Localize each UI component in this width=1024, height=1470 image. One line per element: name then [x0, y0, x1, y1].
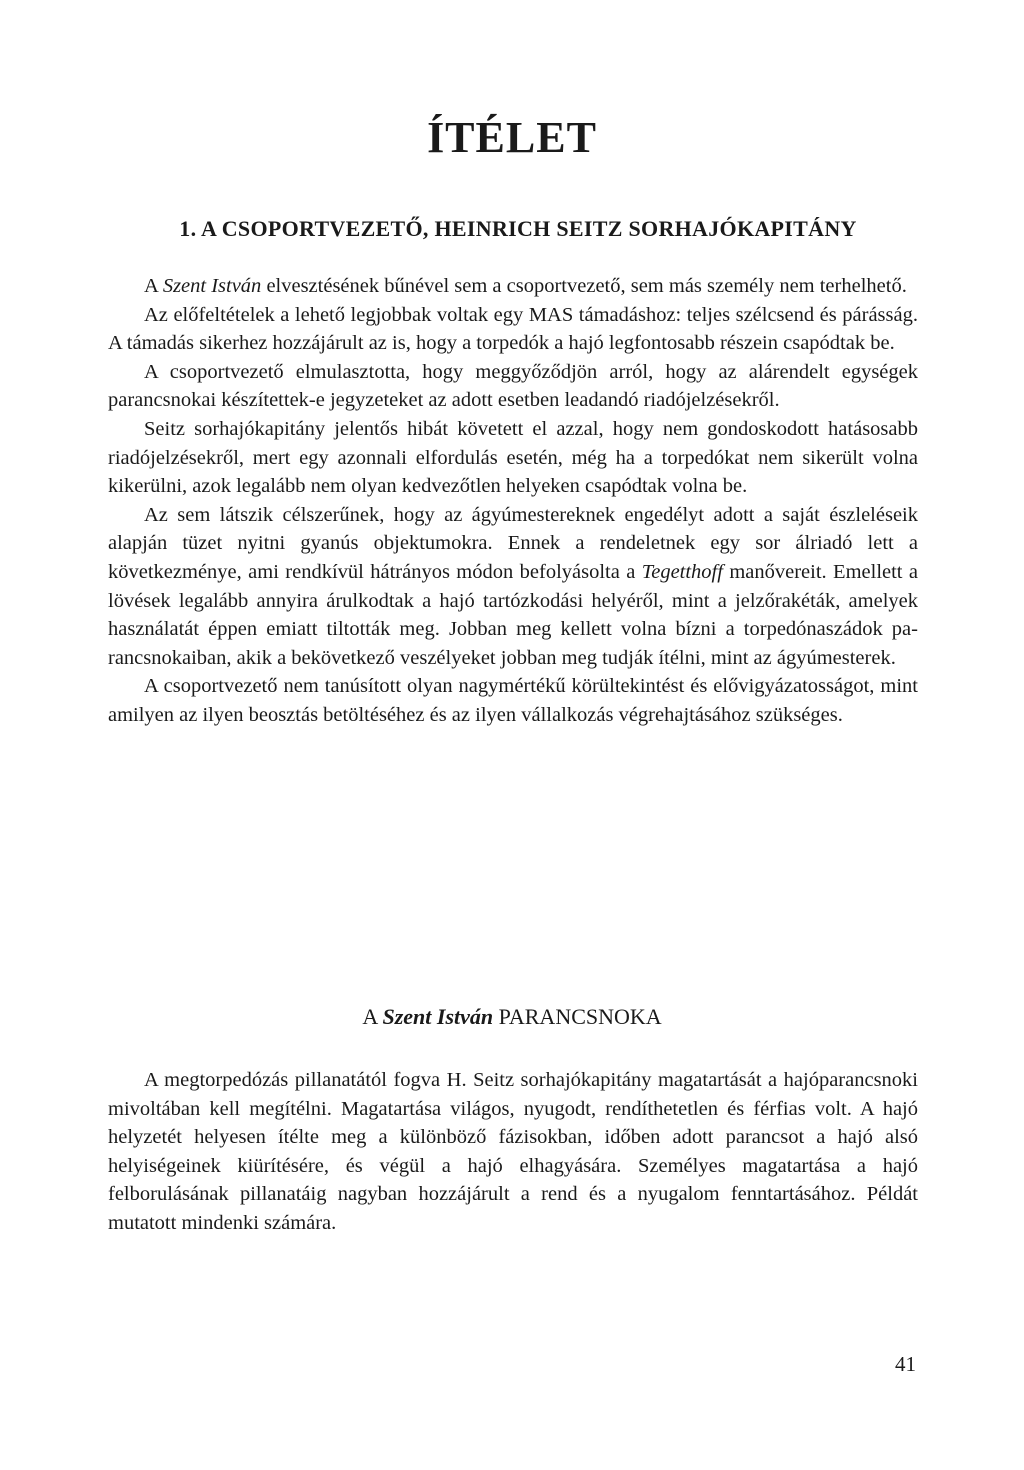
section2-body	[108, 1066, 918, 1238]
paragraph: A csoportvezető nem tanúsított olyan nagymértékű körültekintést és elővigyázatosságot, mint amilyen az ilyen beosztás betöltéséhez és az ilyen vállalkozás végrehajtásához szükséges.	[108, 675, 918, 726]
italic-text: Szent István	[162, 275, 262, 297]
paragraph: Az sem látszik célszerűnek, hogy az ágyúmestereknek engedélyt adott a saját észleléseik alapján tüzet nyitni gyanús objektumokra. Ennek a rendeletnek egy sor álriadó lett a következménye, ami rendkívül hátrányos módon befolyásolta a Tegetthoff manővereit. Emellett a lövések legalább annyira árulkodtak a hajó tartózkodási helyéről, mint a jelzőrakéták, amelyek használatát éppen emiatt tiltották meg. Jobban meg kellett volna bízni a torpedónaszádok parancsnokaiban, akik a bekövetkező veszélyeket jobban meg tudják ítélni, mint az ágyúmesterek.	[108, 503, 918, 669]
paragraph: Az előfeltételek a lehető legjobbak voltak egy MAS támadáshoz: teljes szélcsend és párásság. A támadás sikerhez hozzájárult az is, hogy a torpedók a hajó legfontosabb részein csapódtak be.	[108, 303, 918, 355]
section-heading-2: A Szent István PARANCSNOKA	[362, 1004, 662, 1029]
paragraph: A megtorpedózás pillanatától fogva H. Seitz sorhajókapitány magatartását a hajóparancsnoki mivoltában kell megítélni. Magatartása világos, nyugodt, rendíthetetlen és férfias volt. A hajó helyzetét helyesen ítélte meg a különböző fázisokban, időben adott parancsot a hajó alsó helyiségeinek kiürítésére, és végül a hajó elhagyására. Személyes magatartása a hajó felborulásának pillanatáig nagyban hozzájárult a rend és a nyugalom fenntartásához. Példát mutatott mindenki számára.	[108, 1069, 918, 1234]
paragraph: Seitz sorhajókapitány jelentős hibát követett el azzal, hogy nem gondoskodott hatásosabb riadójelzésekről, mert egy azonnali elfordulás esetén, még ha a torpedókat nem sikerült volna kikerülni, azok legalább nem olyan kedvezőtlen helyeken csapódtak volna be.	[108, 417, 918, 498]
section-heading-1: 1. A CSOPORTVEZETŐ, HEINRICH SEITZ SORHAJÓKAPITÁNY	[179, 216, 857, 241]
italic-text: Tegetthoff	[641, 560, 723, 583]
italic-text: Szent István	[382, 1004, 494, 1029]
paragraph: A csoportvezető elmulasztotta, hogy meggyőződjön arról, hogy az alárendelt egységek parancsnokai készítettek-e jegyzeteket az adott esetben leadandó riadójelzésekről.	[108, 360, 918, 412]
paragraph: A Szent István elvesztésének bűnével sem a csoportvezető, sem más személy nem terhelhető.	[144, 275, 907, 297]
page-title: ÍTÉLET	[427, 113, 597, 162]
page-number: 41	[895, 1352, 916, 1376]
section1-body	[108, 272, 918, 730]
